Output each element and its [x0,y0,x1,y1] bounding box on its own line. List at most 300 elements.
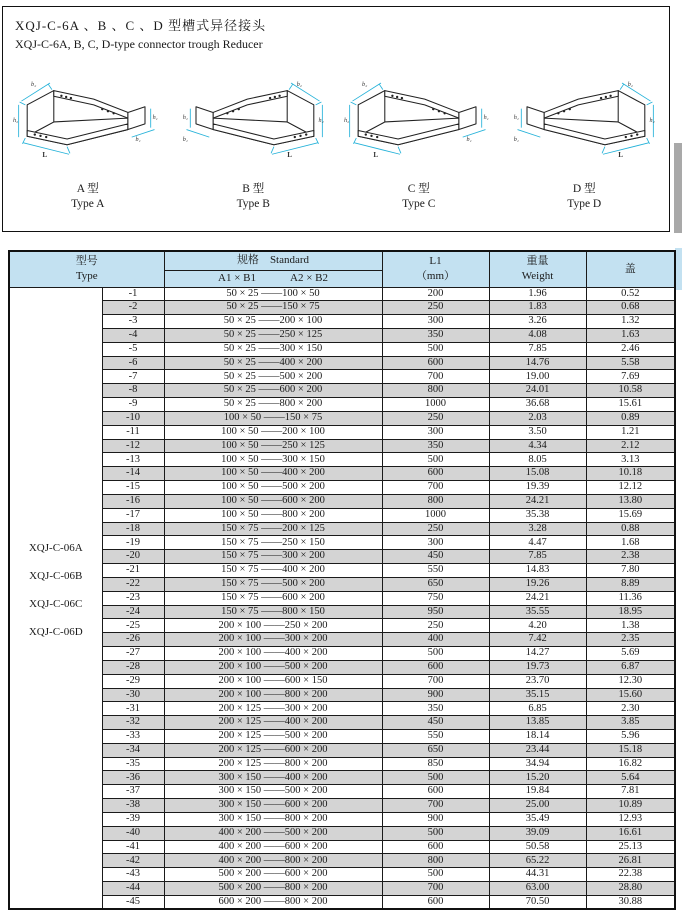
table-row [9,453,675,467]
table-row [9,868,675,882]
cell-no: -37 [102,785,164,799]
figure-caption-cn: C 型 [407,183,430,195]
cell-cover: 0.88 [586,522,675,536]
cell-l1: 600 [382,840,489,854]
cell-no: -10 [102,411,164,425]
cell-no: -33 [102,730,164,744]
cell-cover: 7.81 [586,785,675,799]
model-name: XQJ-C-06B [29,569,83,582]
header-weight-cn: 重量 [526,255,549,268]
table-row [9,342,675,356]
table-row [9,356,675,370]
model-name: XQJ-C-06D [28,625,83,638]
cell-no: -38 [102,799,164,813]
header-sub-a2b2: A2 × B2 [290,272,328,284]
cell-cover: 1.63 [586,328,675,342]
cell-l1: 250 [382,522,489,536]
figure-caption [339,182,499,212]
cell-l1: 350 [382,328,489,342]
table-row [9,287,675,301]
cell-l1: 500 [382,647,489,661]
figure-caption-en: Type D [567,197,602,210]
cell-spec: 50 × 25 ——600 × 200 [164,384,382,398]
cell-weight: 4.08 [489,328,586,342]
table-row [9,328,675,342]
reducer-drawing-a [8,63,168,184]
header-type [9,251,164,287]
cell-weight: 14.76 [489,356,586,370]
figure-type-b [173,63,333,212]
cell-cover: 0.52 [586,287,675,301]
cell-spec: 150 × 75 ——200 × 125 [164,522,382,536]
cell-weight: 19.26 [489,577,586,591]
cell-l1: 300 [382,536,489,550]
cell-cover: 3.85 [586,716,675,730]
table-row [9,494,675,508]
cell-no: -15 [102,481,164,495]
figure-type-d [504,63,664,212]
cell-cover: 10.18 [586,467,675,481]
cell-l1: 200 [382,287,489,301]
cell-cover: 30.88 [586,895,675,909]
header-standard-cn: 规格 [236,254,259,267]
dim-label-h1: h₁ [152,115,158,122]
cell-cover: 5.69 [586,647,675,661]
cell-l1: 500 [382,771,489,785]
cell-spec: 200 × 125 ——500 × 200 [164,730,382,744]
cell-no: -16 [102,494,164,508]
cell-l1: 800 [382,854,489,868]
table-row [9,688,675,702]
cell-spec: 300 × 150 ——800 × 200 [164,812,382,826]
figures-row [5,63,667,212]
dim-label-b2: b₂ [296,81,303,88]
dim-label-h1: h₁ [483,115,489,122]
cell-no: -44 [102,882,164,896]
cell-no: -4 [102,328,164,342]
figure-caption [173,182,333,212]
cell-l1: 600 [382,660,489,674]
cell-weight: 23.44 [489,743,586,757]
reducer-body [27,91,145,145]
cell-cover: 0.68 [586,301,675,315]
cell-no: -8 [102,384,164,398]
dim-label-b1: b₁ [466,136,472,143]
table-row [9,716,675,730]
page-edge-tab-blue [675,248,682,290]
cell-spec: 150 × 75 ——500 × 200 [164,577,382,591]
cell-l1: 250 [382,619,489,633]
cell-l1: 500 [382,453,489,467]
header-standard-sub [164,270,382,287]
cell-spec: 150 × 75 ——300 × 200 [164,550,382,564]
page-edge-tab-gray [674,143,682,233]
figure-caption-cn: D 型 [572,183,596,195]
cell-no: -22 [102,577,164,591]
cell-l1: 700 [382,481,489,495]
figure-caption-en: Type A [71,197,105,210]
cell-cover: 2.35 [586,633,675,647]
figure-caption-cn: B 型 [242,183,265,195]
cell-spec: 100 × 50 ——200 × 100 [164,425,382,439]
cell-weight: 1.96 [489,287,586,301]
dim-label-L: L [373,151,378,160]
cell-l1: 250 [382,301,489,315]
cell-cover: 1.32 [586,315,675,329]
cell-cover: 1.68 [586,536,675,550]
reducer-figure-svg [508,63,660,179]
cell-spec: 100 × 50 ——150 × 75 [164,411,382,425]
table-row [9,370,675,384]
cell-cover: 15.61 [586,398,675,412]
cell-l1: 450 [382,716,489,730]
cell-no: -28 [102,660,164,674]
dim-label-h1: h₁ [182,115,189,122]
cell-l1: 1000 [382,508,489,522]
cell-l1: 650 [382,577,489,591]
table-row [9,757,675,771]
cell-no: -31 [102,702,164,716]
cell-no: -23 [102,591,164,605]
reducer-body [358,91,476,145]
cell-weight: 4.47 [489,536,586,550]
cell-cover: 12.12 [586,481,675,495]
cell-l1: 400 [382,633,489,647]
reducer-body [527,91,645,145]
model-name: XQJ-C-06C [29,597,83,610]
cell-spec: 200 × 125 ——300 × 200 [164,702,382,716]
cell-cover: 5.64 [586,771,675,785]
reducer-drawing-d [504,63,664,184]
cell-l1: 300 [382,315,489,329]
cell-no: -11 [102,425,164,439]
table-row [9,799,675,813]
page-title-en: XQJ-C-6A, B, C, D-type connector trough Reducer [15,36,263,51]
cell-spec: 100 × 50 ——300 × 150 [164,453,382,467]
cell-l1: 700 [382,370,489,384]
cell-l1: 700 [382,674,489,688]
cell-cover: 7.69 [586,370,675,384]
dim-label-L: L [42,151,47,160]
cell-weight: 8.05 [489,453,586,467]
cell-weight: 24.21 [489,591,586,605]
table-row [9,605,675,619]
header-standard [164,251,382,270]
cell-no: -35 [102,757,164,771]
header-l1-label: L1 [429,255,442,268]
dim-label-h2: h₂ [12,117,18,124]
cell-l1: 700 [382,882,489,896]
dim-label-h2: h₂ [343,117,349,124]
cell-no: -24 [102,605,164,619]
cell-weight: 23.70 [489,674,586,688]
cell-no: -17 [102,508,164,522]
figure-type-a [8,63,168,212]
cell-cover: 5.58 [586,356,675,370]
cell-no: -12 [102,439,164,453]
cell-cover: 15.18 [586,743,675,757]
table-row [9,467,675,481]
cell-spec: 50 × 25 ——800 × 200 [164,398,382,412]
cell-l1: 550 [382,730,489,744]
cell-no: -30 [102,688,164,702]
cell-no: -9 [102,398,164,412]
cell-weight: 19.84 [489,785,586,799]
cell-cover: 8.89 [586,577,675,591]
cell-spec: 200 × 100 ——500 × 200 [164,660,382,674]
table-row [9,411,675,425]
cell-spec: 100 × 50 ——800 × 200 [164,508,382,522]
cell-spec: 50 × 25 ——400 × 200 [164,356,382,370]
cell-spec: 500 × 200 ——800 × 200 [164,882,382,896]
cell-spec: 150 × 75 ——600 × 200 [164,591,382,605]
header-l1 [382,251,489,287]
figure-caption [8,182,168,212]
cell-weight: 2.03 [489,411,586,425]
dim-label-b2: b₂ [627,81,634,88]
cell-weight: 15.08 [489,467,586,481]
model-name: XQJ-C-06A [28,541,83,554]
cell-weight: 25.00 [489,799,586,813]
table-row [9,633,675,647]
cell-no: -41 [102,840,164,854]
cell-spec: 200 × 125 ——400 × 200 [164,716,382,730]
cell-spec: 200 × 125 ——600 × 200 [164,743,382,757]
cell-no: -27 [102,647,164,661]
table-row [9,591,675,605]
cell-weight: 7.42 [489,633,586,647]
cell-weight: 19.73 [489,660,586,674]
cell-weight: 7.85 [489,550,586,564]
table-row [9,785,675,799]
cell-spec: 100 × 50 ——500 × 200 [164,481,382,495]
dim-label-L: L [618,151,624,160]
table-row [9,398,675,412]
cell-l1: 900 [382,688,489,702]
cell-spec: 100 × 50 ——250 × 125 [164,439,382,453]
cell-cover: 0.89 [586,411,675,425]
cell-no: -36 [102,771,164,785]
cell-weight: 3.26 [489,315,586,329]
cell-weight: 14.83 [489,564,586,578]
cell-weight: 14.27 [489,647,586,661]
cell-l1: 300 [382,425,489,439]
dim-label-h1: h₁ [513,115,520,122]
cell-weight: 19.00 [489,370,586,384]
table-row [9,647,675,661]
cell-weight: 35.49 [489,812,586,826]
header-type-cn: 型号 [75,255,98,268]
table-row [9,301,675,315]
cell-l1: 450 [382,550,489,564]
cell-l1: 800 [382,384,489,398]
cell-cover: 5.96 [586,730,675,744]
reducer-figure-svg [343,63,495,179]
cell-weight: 6.85 [489,702,586,716]
cell-weight: 4.20 [489,619,586,633]
cell-l1: 350 [382,702,489,716]
cell-weight: 70.50 [489,895,586,909]
cell-spec: 50 × 25 ——100 × 50 [164,287,382,301]
cell-spec: 150 × 75 ——800 × 150 [164,605,382,619]
cell-no: -6 [102,356,164,370]
page-title-cn: XQJ-C-6A 、B 、C 、D 型槽式异径接头 [15,18,267,33]
table-row [9,550,675,564]
dim-label-b1: b₁ [513,136,520,143]
table-row [9,771,675,785]
cell-l1: 250 [382,411,489,425]
cell-spec: 50 × 25 ——150 × 75 [164,301,382,315]
cell-cover: 6.87 [586,660,675,674]
table-row [9,674,675,688]
cell-l1: 500 [382,342,489,356]
reducer-figure-svg [12,63,164,179]
cell-l1: 600 [382,356,489,370]
figure-caption-en: Type B [236,197,270,210]
header-l1-unit: （mm） [415,270,456,283]
cell-spec: 200 × 100 ——400 × 200 [164,647,382,661]
header-sub-a1b1: A1 × B1 [218,272,256,284]
dim-label-h2: h₂ [318,117,325,124]
cell-spec: 150 × 75 ——400 × 200 [164,564,382,578]
cell-cover: 2.30 [586,702,675,716]
cell-spec: 50 × 25 ——500 × 200 [164,370,382,384]
dim-label-h2: h₂ [649,117,656,124]
cell-spec: 300 × 150 ——600 × 200 [164,799,382,813]
cell-cover: 25.13 [586,840,675,854]
cell-no: -20 [102,550,164,564]
cell-spec: 200 × 125 ——800 × 200 [164,757,382,771]
table-row [9,425,675,439]
cell-spec: 200 × 100 ——800 × 200 [164,688,382,702]
cell-cover: 22.38 [586,868,675,882]
table-row [9,439,675,453]
figure-caption-en: Type C [402,197,436,210]
cell-weight: 24.01 [489,384,586,398]
cell-no: -43 [102,868,164,882]
cell-no: -13 [102,453,164,467]
cell-spec: 400 × 200 ——500 × 200 [164,826,382,840]
cell-no: -21 [102,564,164,578]
cell-weight: 35.15 [489,688,586,702]
cell-weight: 7.85 [489,342,586,356]
cell-no: -19 [102,536,164,550]
cell-cover: 26.81 [586,854,675,868]
cell-weight: 39.09 [489,826,586,840]
cell-weight: 36.68 [489,398,586,412]
header-weight-en: Weight [521,270,554,283]
cell-cover: 15.60 [586,688,675,702]
cell-spec: 300 × 150 ——400 × 200 [164,771,382,785]
cell-no: -5 [102,342,164,356]
cell-cover: 15.69 [586,508,675,522]
cell-weight: 44.31 [489,868,586,882]
table-row [9,384,675,398]
cell-no: -45 [102,895,164,909]
cell-cover: 13.80 [586,494,675,508]
cell-weight: 19.39 [489,481,586,495]
header-standard-en: Standard [269,254,310,267]
cell-cover: 2.38 [586,550,675,564]
cell-no: -39 [102,812,164,826]
cell-cover: 2.46 [586,342,675,356]
cell-weight: 15.20 [489,771,586,785]
table-row [9,743,675,757]
table-row [9,536,675,550]
cell-weight: 63.00 [489,882,586,896]
model-column [9,287,102,909]
table-row [9,564,675,578]
cell-weight: 18.14 [489,730,586,744]
cell-spec: 600 × 200 ——800 × 200 [164,895,382,909]
cell-spec: 50 × 25 ——200 × 100 [164,315,382,329]
cell-weight: 65.22 [489,854,586,868]
table-row [9,577,675,591]
cell-no: -25 [102,619,164,633]
header-weight [489,251,586,287]
table-row [9,840,675,854]
spec-table-body [9,287,675,909]
cell-cover: 11.36 [586,591,675,605]
header-type-en: Type [75,270,98,283]
table-row [9,730,675,744]
table-row [9,895,675,909]
cell-spec: 200 × 100 ——250 × 200 [164,619,382,633]
table-row [9,854,675,868]
cell-l1: 800 [382,494,489,508]
drawing-panel [2,6,670,232]
cell-cover: 10.89 [586,799,675,813]
cell-spec: 100 × 50 ——600 × 200 [164,494,382,508]
cell-cover: 18.95 [586,605,675,619]
cell-spec: 400 × 200 ——600 × 200 [164,840,382,854]
cell-cover: 1.21 [586,425,675,439]
figure-caption [504,182,664,212]
cell-spec: 500 × 200 ——600 × 200 [164,868,382,882]
cell-weight: 34.94 [489,757,586,771]
cell-spec: 50 × 25 ——250 × 125 [164,328,382,342]
spec-table [8,250,676,910]
cell-cover: 16.82 [586,757,675,771]
cell-cover: 28.80 [586,882,675,896]
cell-l1: 850 [382,757,489,771]
figure-type-c [339,63,499,212]
cell-no: -1 [102,287,164,301]
reducer-figure-svg [177,63,329,179]
reducer-drawing-c [339,63,499,184]
header-cover: 盖 [586,251,675,287]
figure-caption-cn: A 型 [76,183,99,195]
cell-l1: 350 [382,439,489,453]
table-row [9,812,675,826]
cell-spec: 100 × 50 ——400 × 200 [164,467,382,481]
cell-spec: 400 × 200 ——800 × 200 [164,854,382,868]
table-row [9,481,675,495]
cell-spec: 200 × 100 ——300 × 200 [164,633,382,647]
cell-weight: 35.55 [489,605,586,619]
cell-no: -14 [102,467,164,481]
dim-label-b2: b₂ [30,81,36,88]
cell-no: -29 [102,674,164,688]
cell-cover: 10.58 [586,384,675,398]
cell-weight: 3.50 [489,425,586,439]
cell-l1: 550 [382,564,489,578]
cell-l1: 1000 [382,398,489,412]
cell-no: -40 [102,826,164,840]
cell-spec: 50 × 25 ——300 × 150 [164,342,382,356]
cell-no: -42 [102,854,164,868]
cell-cover: 12.93 [586,812,675,826]
